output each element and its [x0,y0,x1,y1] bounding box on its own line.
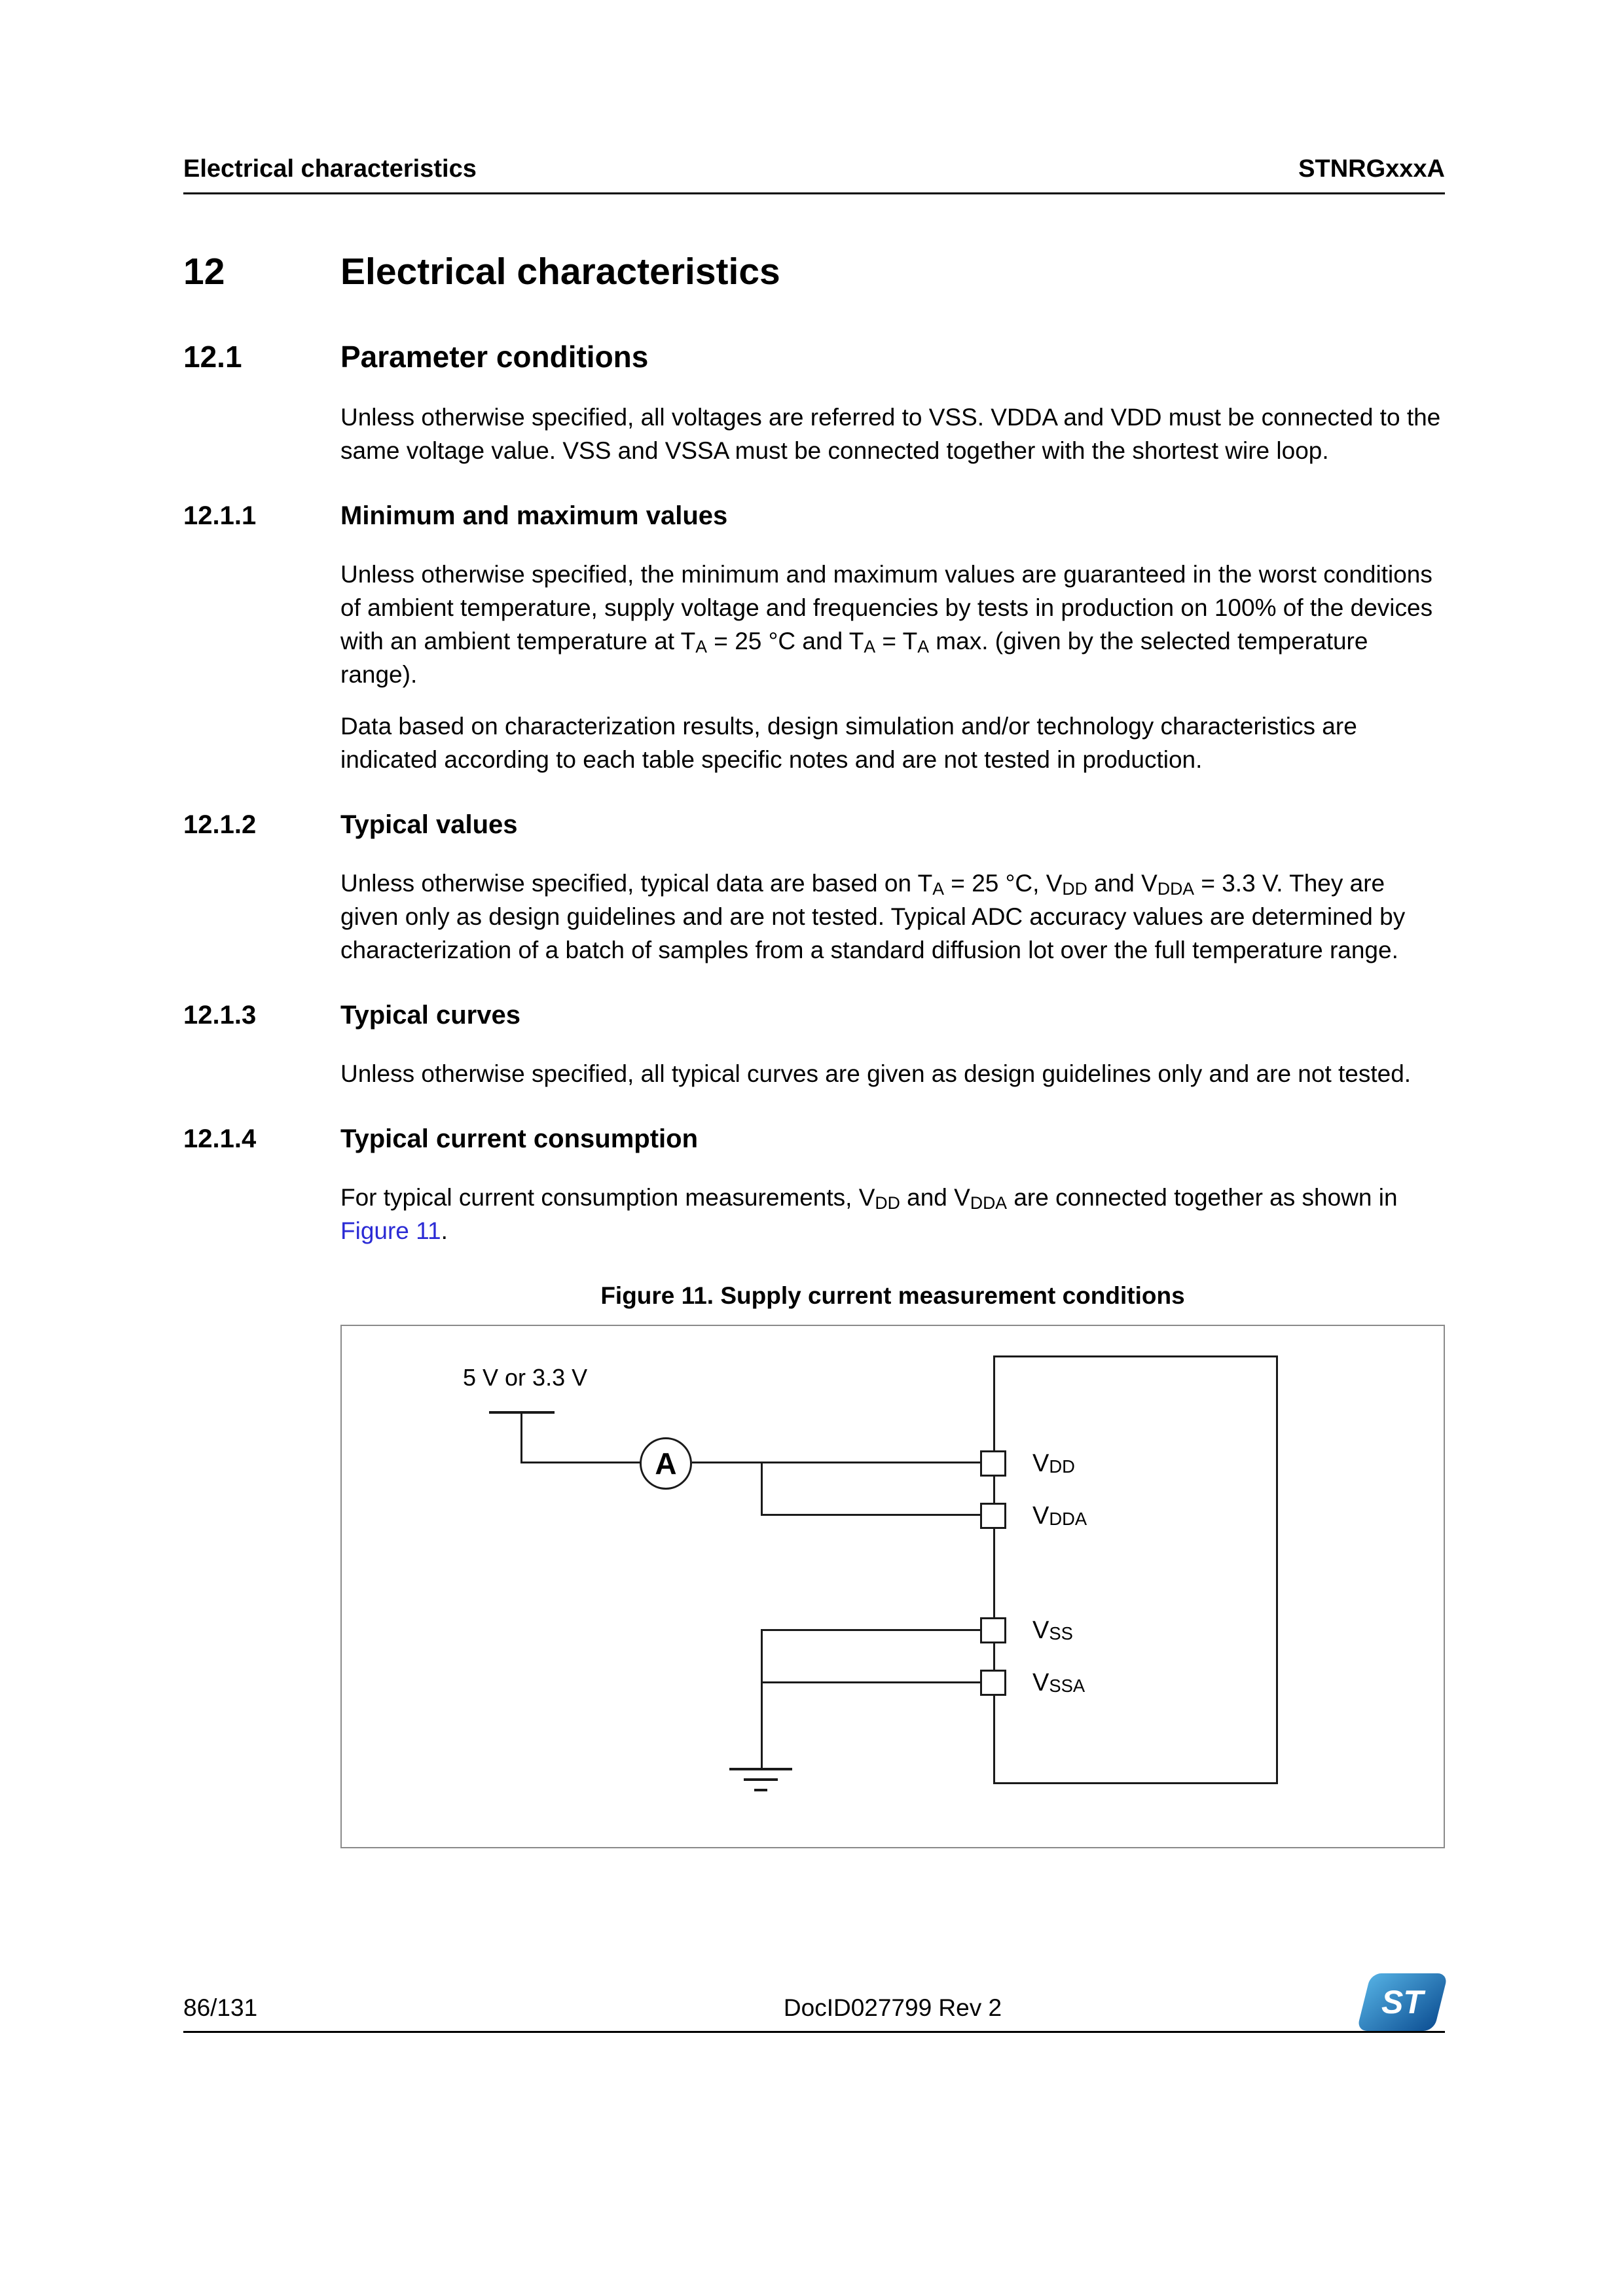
paragraph: Unless otherwise specified, all voltages are referred to VSS. VDDA and VDD must be connected to the same voltage value. VSS and VSSA must be connected together with the shortest wire loop. [340,404,1441,464]
paragraph: For typical current consumption measurements, $V_{DD}$ and $V_{DDA}$ are connected together as shown in Figure 11. [340,1184,1398,1244]
ammeter-symbol [640,1437,692,1490]
pin-vss [980,1617,1006,1643]
wire-ammeter-to-vdd [692,1462,980,1463]
subscript: A [695,636,708,656]
text-segment: V [1032,1668,1049,1696]
paragraph: Unless otherwise specified, typical data are based on $T_A = 25$ °C, $V_{DD}$ and $V_{DDA} = 3.3$ V. They are given only as design guidelines and are not tested. Typical ADC accuracy values are determined by characterization of a batch of samples from a standard diffusion lot over the full temperature range. [340,870,1406,963]
pin-vdd [980,1450,1006,1477]
section-number: 12.1.3 [183,1001,257,1030]
chapter-heading [183,250,1445,293]
ground-icon [729,1768,792,1770]
supply-voltage-label: 5 V or 3.3 V [463,1364,588,1391]
paragraph: Data based on characterization results, design simulation and/or technology characteristics are indicated according to each table specific notes and are not tested in production. [340,713,1357,773]
section-heading-12-1-3 [183,999,1445,1031]
text-segment: V [1032,1449,1049,1477]
st-logo-text: ST [1381,1984,1423,2020]
wire-branch-to-vdda [761,1514,980,1516]
text-segment: V [1032,1616,1049,1644]
text-segment: V [1032,1501,1049,1530]
page-number: 86/131 [183,1994,258,2021]
figure-11-diagram [340,1325,1445,1848]
wire-vssa [761,1681,980,1683]
subscript: A [917,636,930,656]
pin-label-vss: V $_{SS}$ [1032,1616,1073,1644]
subscript: A [864,636,876,656]
st-logo [1364,1973,1441,2031]
pin-label-vdd: V $_{DD}$ [1032,1449,1075,1477]
section-title: Typical curves [340,1001,520,1030]
ground-icon [754,1789,767,1791]
page-header [183,155,1445,194]
header-section-title: Electrical characteristics [183,155,477,183]
chip-box [993,1355,1278,1784]
page-footer [183,1973,1445,2033]
chapter-number: 12 [183,251,225,293]
wire-branch-vertical-vdda [761,1462,763,1516]
section-heading-12-1-4 [183,1123,1445,1155]
pin-label-vssa: V $_{SSA}$ [1032,1668,1085,1696]
subscript: DDA [970,1193,1008,1213]
paragraph: Unless otherwise specified, all typical curves are given as design guidelines only and are not tested. [340,1060,1412,1087]
page-content [183,250,1445,1848]
section-heading-12-1-1 [183,500,1445,531]
subscript: A [932,878,945,899]
doc-id: DocID027799 Rev 2 [783,1994,1002,2021]
wire-vss [761,1629,980,1631]
paragraph: Unless otherwise specified, the minimum and maximum values are guaranteed in the worst conditions of ambient temperature, supply voltage and frequencies by tests in production on 100% of the devices with an ambient temperature at $T_A = 25$ °C and $T_A = T_A$ max. (given by the selected temperature range). [340,561,1433,688]
section-heading-12-1-2 [183,809,1445,840]
subscript: DDA [1157,878,1195,899]
section-number: 12.1.4 [183,1124,257,1153]
pin-vssa [980,1670,1006,1696]
figure-caption: Figure 11. Supply current measurement conditions [600,1282,1185,1309]
subscript: DD [875,1193,900,1213]
wire-supply-vertical [520,1411,522,1463]
section-number: 12.1.2 [183,810,257,839]
subscript: DD [1062,878,1087,899]
section-heading-12-1 [183,339,1445,374]
chapter-title: Electrical characteristics [340,251,780,293]
section-title: Parameter conditions [340,340,649,374]
section-number: 12.1.1 [183,501,257,530]
ground-icon [744,1778,778,1781]
figure-11-link[interactable]: Figure 11 [340,1217,441,1244]
section-title: Typical current consumption [340,1124,698,1153]
header-part-number: STNRGxxxA [1298,155,1445,183]
pin-vdda [980,1503,1006,1529]
wire-supply-to-ammeter [520,1462,641,1463]
ammeter-label: A [655,1446,677,1480]
section-number: 12.1 [183,340,242,374]
pin-label-vdda: V $_{DDA}$ [1032,1501,1087,1530]
section-title: Minimum and maximum values [340,501,728,530]
section-title: Typical values [340,810,518,839]
wire-ground-vertical [761,1629,763,1770]
